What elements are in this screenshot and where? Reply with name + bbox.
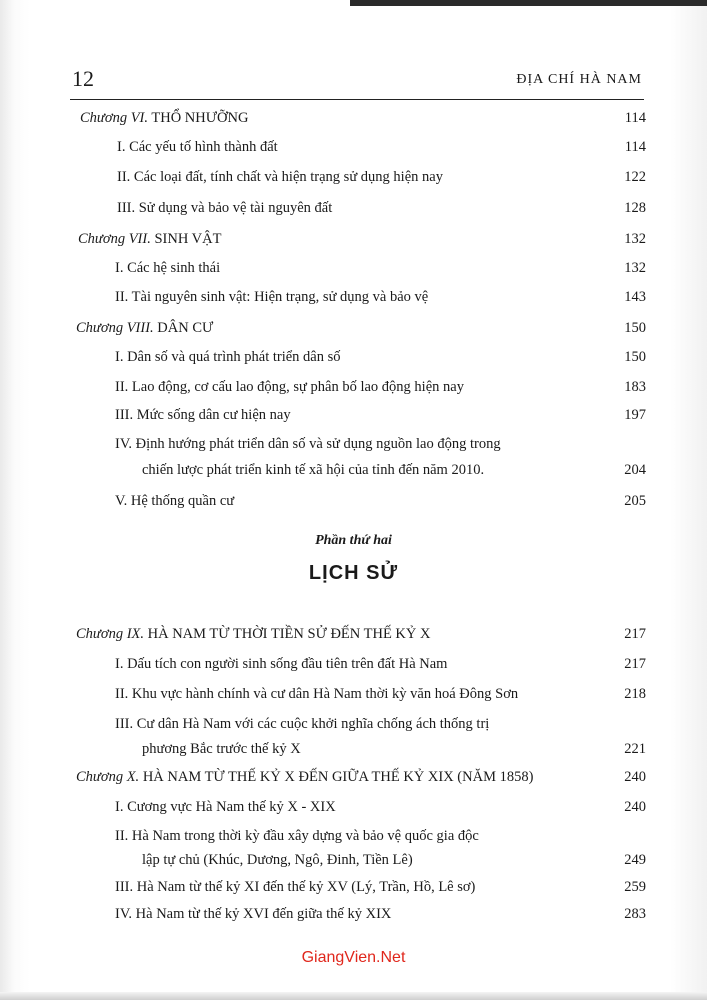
entry-title: chiến lược phát triển kinh tế xã hội của tỉnh đến năm 2010. bbox=[142, 462, 485, 478]
entry-title: lập tự chủ (Khúc, Dương, Ngô, Đinh, Tiền Lê) bbox=[142, 852, 413, 868]
entry-title: THỔ NHƯỠNG bbox=[148, 110, 249, 126]
entry-title: DÂN CƯ bbox=[153, 320, 214, 336]
entry-page-number: 150 bbox=[624, 320, 646, 336]
toc-section-entry bbox=[115, 797, 336, 817]
entry-title: III. Sử dụng và bảo vệ tài nguyên đất bbox=[117, 200, 333, 216]
toc-section-entry bbox=[115, 877, 475, 897]
toc-section-entry bbox=[117, 167, 443, 187]
toc-chapter-entry bbox=[76, 318, 213, 338]
toc-chapter-entry bbox=[76, 767, 533, 787]
entry-page-number: 128 bbox=[624, 200, 646, 216]
entry-title: III. Cư dân Hà Nam với các cuộc khởi nghĩa chống ách thống trị bbox=[115, 716, 490, 732]
entry-page-number: 132 bbox=[624, 260, 646, 276]
toc-chapter-entry bbox=[76, 624, 430, 644]
page-header bbox=[72, 66, 642, 94]
toc-chapter-entry bbox=[80, 108, 248, 128]
chapter-number: Chương X. bbox=[76, 769, 140, 785]
entry-page-number: 122 bbox=[624, 169, 646, 185]
entry-title: II. Tài nguyên sinh vật: Hiện trạng, sử dụng và bảo vệ bbox=[115, 289, 429, 305]
entry-title: III. Hà Nam từ thế kỷ XI đến thế kỷ XV (Lý, Trần, Hồ, Lê sơ) bbox=[115, 879, 476, 895]
toc-section-entry bbox=[142, 850, 413, 870]
entry-page-number: 283 bbox=[624, 906, 646, 922]
chapter-number: Chương VI. bbox=[80, 110, 149, 126]
entry-title: III. Mức sống dân cư hiện nay bbox=[115, 407, 291, 423]
toc-section-entry bbox=[115, 347, 341, 367]
entry-page-number: 132 bbox=[624, 231, 646, 247]
toc-section-entry bbox=[115, 405, 291, 425]
toc-section-entry bbox=[115, 826, 479, 846]
entry-title: II. Các loại đất, tính chất và hiện trạng sử dụng hiện nay bbox=[117, 169, 443, 185]
entry-title: I. Cương vực Hà Nam thế kỷ X - XIX bbox=[115, 799, 336, 815]
entry-title: V. Hệ thống quần cư bbox=[115, 493, 235, 509]
entry-page-number: 218 bbox=[624, 686, 646, 702]
entry-page-number: 217 bbox=[624, 656, 646, 672]
toc-section-entry bbox=[115, 684, 518, 704]
page-number: 12 bbox=[72, 66, 94, 91]
toc-section-entry bbox=[115, 904, 391, 924]
entry-title: phương Bắc trước thế kỷ X bbox=[142, 741, 301, 757]
toc-section-entry bbox=[115, 654, 447, 674]
toc-section-entry bbox=[115, 434, 501, 454]
entry-title: I. Dân số và quá trình phát triển dân số bbox=[115, 349, 341, 365]
entry-title: HÀ NAM TỪ THỜI TIỀN SỬ ĐẾN THẾ KỶ X bbox=[144, 626, 431, 642]
entry-page-number: 205 bbox=[624, 493, 646, 509]
part-label: Phần thứ hai bbox=[315, 533, 392, 548]
entry-page-number: 259 bbox=[624, 879, 646, 895]
entry-page-number: 204 bbox=[624, 462, 646, 478]
entry-page-number: 197 bbox=[624, 407, 646, 423]
entry-page-number: 114 bbox=[624, 110, 646, 126]
toc-section-entry bbox=[142, 739, 301, 759]
toc-section-entry bbox=[117, 137, 278, 157]
entry-title: I. Các yếu tố hình thành đất bbox=[117, 139, 278, 155]
entry-page-number: 143 bbox=[624, 289, 646, 305]
part-title: LỊCH SỬ bbox=[308, 562, 399, 584]
entry-page-number: 150 bbox=[624, 349, 646, 365]
scan-shadow-top bbox=[350, 0, 707, 6]
entry-title: II. Hà Nam trong thời kỳ đầu xây dựng và bảo vệ quốc gia độc bbox=[115, 828, 479, 844]
entry-page-number: 183 bbox=[624, 379, 646, 395]
entry-page-number: 114 bbox=[624, 139, 646, 155]
toc-section-entry bbox=[115, 491, 234, 511]
entry-title: I. Dấu tích con người sinh sống đầu tiên trên đất Hà Nam bbox=[115, 656, 448, 672]
chapter-number: Chương VIII. bbox=[76, 320, 154, 336]
chapter-number: Chương VII. bbox=[78, 231, 151, 247]
entry-page-number: 240 bbox=[624, 769, 646, 785]
toc-chapter-entry bbox=[78, 229, 221, 249]
entry-page-number: 217 bbox=[624, 626, 646, 642]
entry-title: HÀ NAM TỪ THẾ KỶ X ĐẾN GIỮA THẾ KỶ XIX (NĂM 1858) bbox=[139, 769, 534, 785]
toc-section-entry bbox=[115, 287, 428, 307]
entry-title: SINH VẬT bbox=[150, 231, 222, 247]
entry-title: II. Lao động, cơ cấu lao động, sự phân bố lao động hiện nay bbox=[115, 379, 464, 395]
running-title: ĐỊA CHÍ HÀ NAM bbox=[516, 72, 642, 87]
toc-section-entry bbox=[117, 198, 332, 218]
entry-page-number: 221 bbox=[624, 741, 646, 757]
entry-title: II. Khu vực hành chính và cư dân Hà Nam thời kỳ văn hoá Đông Sơn bbox=[115, 686, 519, 702]
header-rule bbox=[70, 99, 644, 100]
toc-section-entry bbox=[115, 258, 220, 278]
scan-shadow-bottom bbox=[0, 992, 707, 1000]
chapter-number: Chương IX. bbox=[76, 626, 145, 642]
entry-page-number: 249 bbox=[624, 852, 646, 868]
entry-title: IV. Hà Nam từ thế kỷ XVI đến giữa thế kỷ XIX bbox=[115, 906, 392, 922]
toc-section-entry bbox=[115, 377, 464, 397]
entry-title: IV. Định hướng phát triển dân số và sử dụng nguồn lao động trong bbox=[115, 436, 501, 452]
entry-page-number: 240 bbox=[624, 799, 646, 815]
toc-section-entry bbox=[115, 714, 489, 734]
watermark: GiangVien.Net bbox=[301, 949, 406, 966]
entry-title: I. Các hệ sinh thái bbox=[115, 260, 221, 276]
toc-section-entry bbox=[142, 460, 484, 480]
